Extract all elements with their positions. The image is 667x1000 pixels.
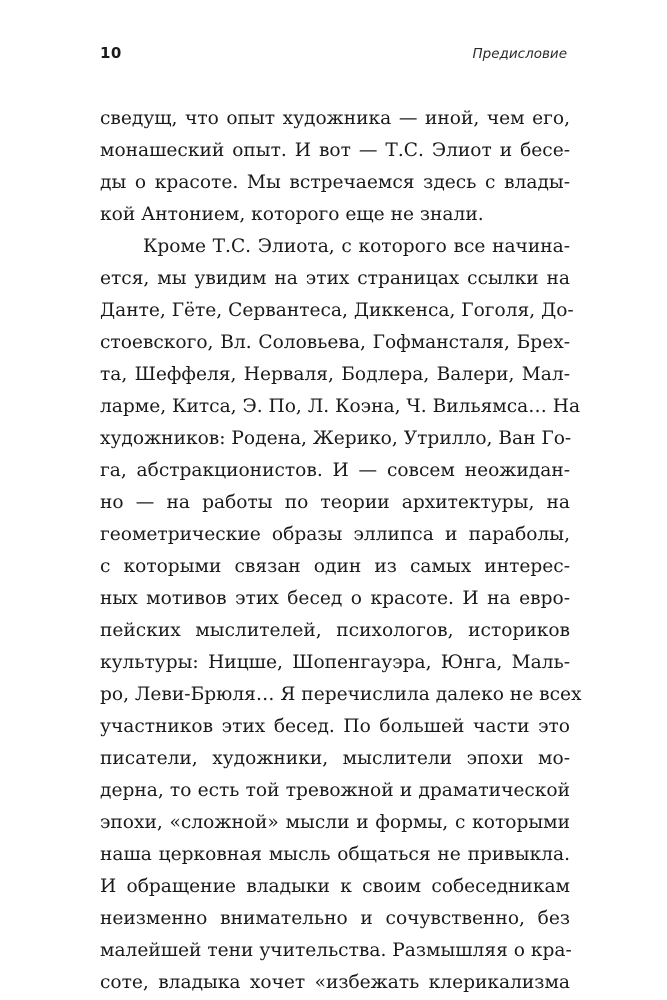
text-line: И обращение владыки к своим собеседникам [100,876,570,897]
text-line: ется, мы увидим на этих страницах ссылки на [100,268,570,289]
text-line: наша церковная мысль общаться не привыкла. [100,844,570,865]
text-line: с которыми связан один из самых интерес- [100,556,570,577]
text-line: малейшей тени учительства. Размышляя о кра- [100,940,572,961]
text-line: эпохи, «сложной» мысли и формы, с которыми [100,812,570,833]
text-line: Данте, Гёте, Сервантеса, Диккенса, Гоголя, До- [100,300,574,321]
text-line: стоевского, Вл. Соловьева, Гофмансталя, Брех- [100,332,570,353]
text-line: ных мотивов этих бесед о красоте. И на евро- [100,588,570,609]
text-line: участников этих бесед. По большей части это [100,716,570,737]
text-line: ларме, Китса, Э. По, Л. Коэна, Ч. Вильямса… На [100,396,581,417]
text-line: ды о красоте. Мы встречаемся здесь с влады- [100,172,570,193]
text-line: га, абстракционистов. И — совсем неожидан- [100,460,570,481]
text-line: Кроме Т.С. Элиота, с которого все начина- [143,236,570,257]
text-line: но — на работы по теории архитектуры, на [100,492,570,513]
text-line: сведущ, что опыт художника — иной, чем его, [100,108,570,129]
text-line: та, Шеффеля, Нерваля, Бодлера, Валери, Мал- [100,364,570,385]
text-line: художников: Родена, Жерико, Утрилло, Ван Го- [100,428,572,449]
text-line: монашеский опыт. И вот — Т.С. Элиот и бесе- [100,140,570,161]
text-line: пейских мыслителей, психологов, историков [100,620,570,641]
text-line: писатели, художники, мыслители эпохи мо- [100,748,570,769]
text-line: неизменно внимательно и сочувственно, без [100,908,570,929]
text-line: соте, владыка хочет «избежать клерикализма [100,972,570,993]
page-header [100,44,567,68]
text-line: геометрические образы эллипса и параболы, [100,524,570,545]
text-line: культуры: Ницше, Шопенгауэра, Юнга, Маль- [100,652,570,673]
body-text [100,103,582,999]
text-line: кой Антонием, которого еще не знали. [100,204,484,225]
page-number: 10 [100,44,122,62]
text-line: ро, Леви-Брюля… Я перечислила далеко не всех [100,684,582,705]
text-line: дерна, то есть той тревожной и драматической [100,780,570,801]
running-title: Предисловие [472,46,567,62]
